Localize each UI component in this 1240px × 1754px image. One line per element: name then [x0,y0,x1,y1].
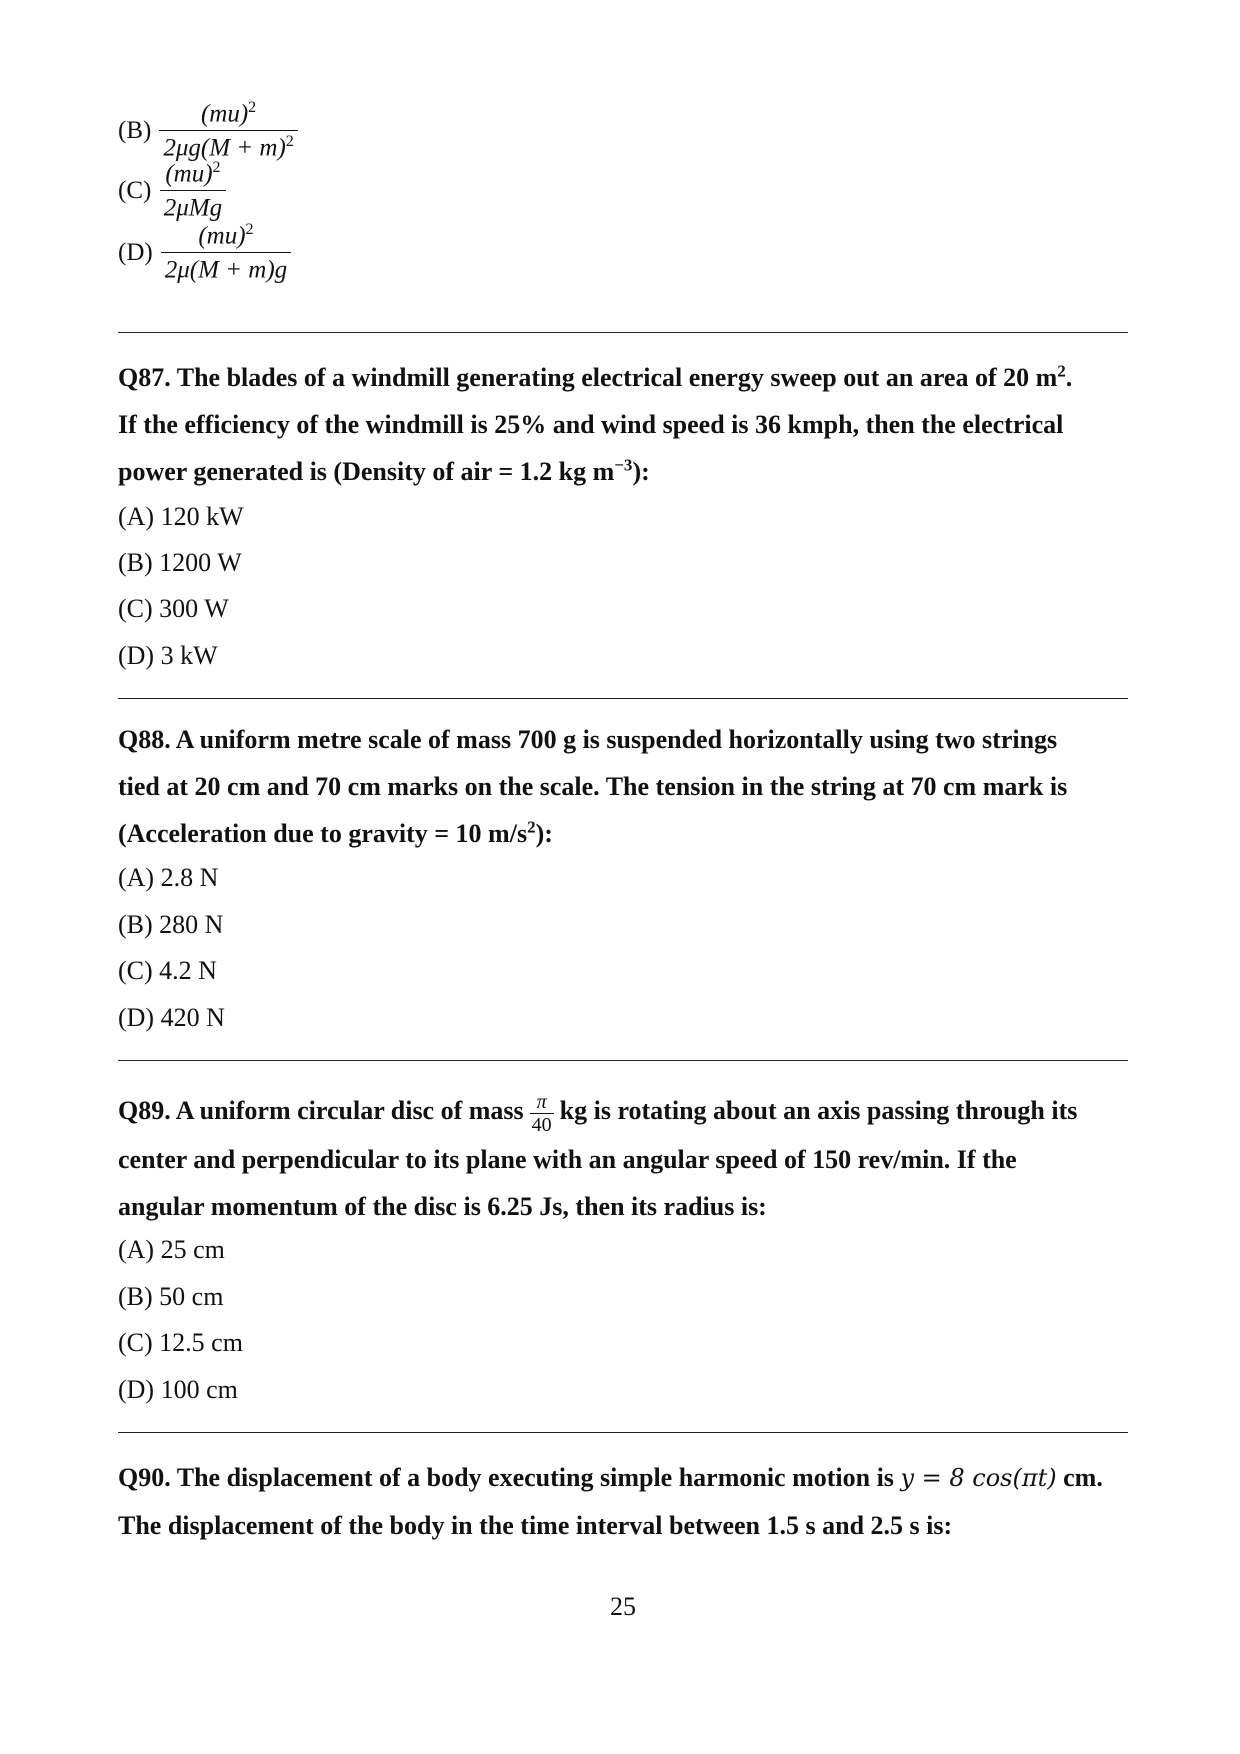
q86-option-d [118,222,291,283]
q88-option-b: (B) 280 N [118,910,224,939]
q87-question: Q87. The blades of a windmill generating electrical energy sweep out an area of 20 $m^2$. If the efficiency of the windmill is 25% and wind speed is 36 kmph, then the electrical power generated is (Density of air = 1.2 kg $m^{-3}$): [118,361,1073,486]
q87-option-d: (D) 3 kW [118,641,218,670]
q88-option-c: (C) 4.2 N [118,956,217,985]
option-label: (D) [118,238,153,266]
q87-option-c: (C) 300 W [118,594,229,623]
option-label: (B) [118,116,152,144]
q88-option-a: (A) 2.8 N [118,863,219,892]
q87-option-b: (B) 1200 W [118,548,242,577]
q89-question: Q89. A uniform circular disc of mass $\frac{\pi}{40}$ kg is rotating about an axis passing through its center and perpendicular to its plane with an angular speed of 150 rev/min. If the angular momentum of the disc is 6.25 Js, then its radius is: [118,1090,1078,1221]
q89-option-a: (A) 25 cm [118,1235,225,1264]
q86-option-b [118,100,298,161]
q89-option-b: (B) 50 cm [118,1282,224,1311]
equation: y = 8 cos(πt) [900,1464,1057,1492]
q88-option-d: (D) 420 N [118,1003,225,1032]
divider [118,698,1128,699]
q86-option-c [118,160,227,221]
q89-option-c: (C) 12.5 cm [118,1328,243,1357]
divider [118,1060,1128,1061]
q90-question: Q90. The displacement of a body executing simple harmonic motion is y = 8 cos(πt) cm. The displacement of the body in the time interval between 1.5 s and 2.5 s is: [118,1463,1103,1540]
q87-option-a: (A) 120 kW [118,502,244,531]
page-number: 25 [610,1592,636,1621]
mass-fraction: $\frac{\pi}{40}$ [531,1090,552,1136]
divider [118,332,1128,333]
q88-question: Q88. A uniform metre scale of mass 700 g is suspended horizontally using two strings tied at 20 cm and 70 cm marks on the scale. The tension in the string at 70 cm mark is (Acceleration due to gravity = 10 $m/s^2$): [118,725,1068,848]
option-label: (C) [118,176,152,204]
divider [118,1432,1128,1433]
fraction: $\frac{(mu)^2}{2\mu(M + m)g}$ [161,222,291,283]
q89-option-d: (D) 100 cm [118,1375,238,1404]
fraction: $\frac{(mu)^2}{\text{2μMg}}$ [159,160,226,221]
fraction: $\frac{(mu)^2}{2\mu g(M + m)^2}$ [159,100,297,161]
